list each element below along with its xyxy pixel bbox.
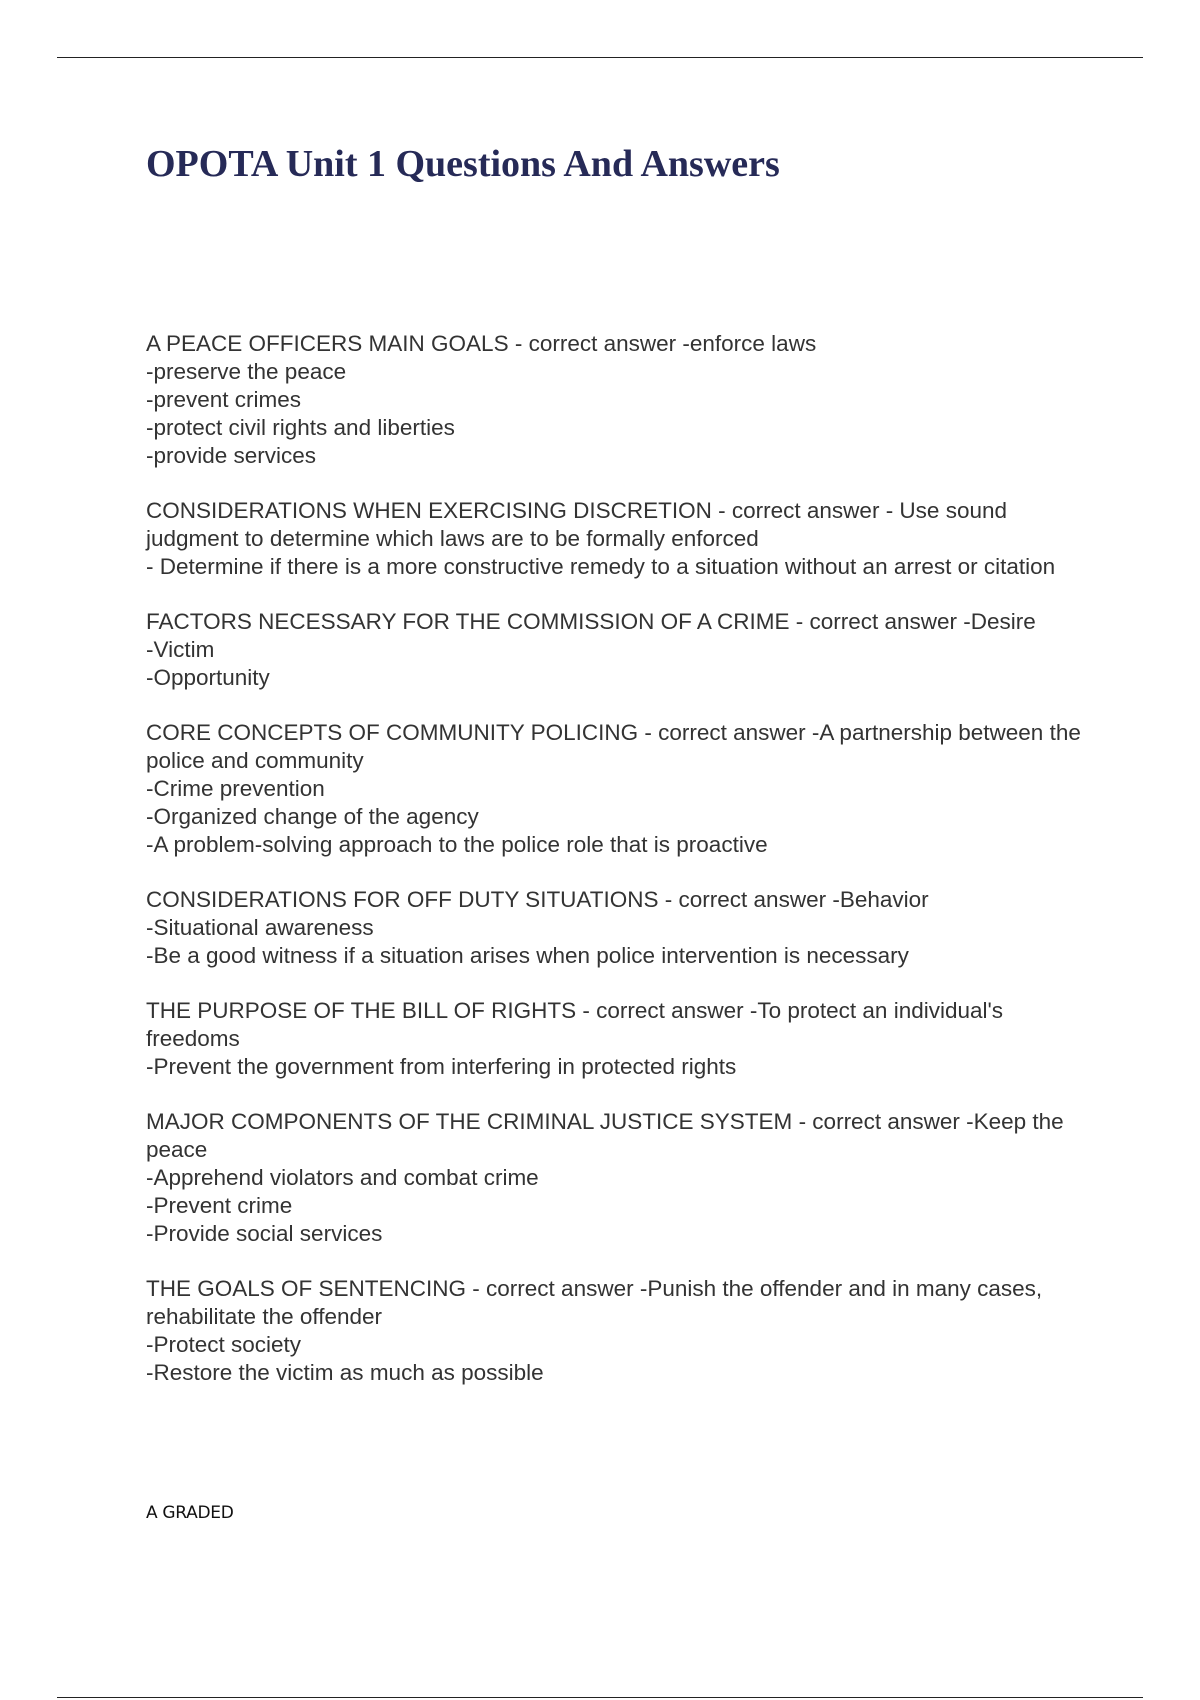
answer-line: -A problem-solving approach to the police role that is proactive	[146, 832, 768, 857]
grade-label: A GRADED	[146, 1503, 234, 1523]
answer-separator: - correct answer	[508, 331, 683, 356]
answer-separator: - correct answer	[466, 1276, 640, 1301]
answer-first-line: -Keep the peace	[146, 1109, 1064, 1162]
answer-first-line: -Desire	[963, 609, 1036, 634]
answer-separator: - correct answer	[711, 498, 886, 523]
question-text: FACTORS NECESSARY FOR THE COMMISSION OF A CRIME	[146, 609, 790, 634]
answer-line: -Be a good witness if a situation arises when police intervention is necessary	[146, 943, 909, 968]
answer-line: -Prevent the government from interfering in protected rights	[146, 1054, 737, 1079]
answer-line: -Crime prevention	[146, 776, 325, 801]
answer-first-line: -A partnership between the police and community	[146, 720, 1081, 773]
answer-line: -Opportunity	[146, 665, 270, 690]
question-text: THE PURPOSE OF THE BILL OF RIGHTS	[146, 998, 577, 1023]
top-rule	[57, 57, 1143, 58]
answer-line: - Determine if there is a more constructive remedy to a situation without an arrest or citation	[146, 554, 1056, 579]
qa-list	[146, 330, 1086, 1414]
answer-separator: - correct answer	[638, 720, 812, 745]
qa-item	[146, 1108, 1086, 1248]
answer-first-line: -To protect an individual's freedoms	[146, 998, 1004, 1051]
question-text: MAJOR COMPONENTS OF THE CRIMINAL JUSTICE SYSTEM	[146, 1109, 793, 1134]
question-text: A PEACE OFFICERS MAIN GOALS	[146, 331, 509, 356]
qa-item	[146, 330, 1086, 470]
answer-line: -Organized change of the agency	[146, 804, 479, 829]
qa-item	[146, 886, 1086, 970]
page-title: OPOTA Unit 1 Questions And Answers	[146, 143, 780, 185]
question-text: CORE CONCEPTS OF COMMUNITY POLICING	[146, 720, 639, 745]
answer-line: -Situational awareness	[146, 915, 374, 940]
answer-separator: - correct answer	[789, 609, 964, 634]
answer-separator: - correct answer	[792, 1109, 967, 1134]
question-text: CONSIDERATIONS FOR OFF DUTY SITUATIONS	[146, 887, 659, 912]
qa-item	[146, 497, 1086, 581]
answer-separator: - correct answer	[576, 998, 750, 1023]
answer-first-line: -enforce laws	[682, 331, 817, 356]
qa-item	[146, 1275, 1086, 1387]
answer-first-line: -Behavior	[832, 887, 929, 912]
answer-line: -Protect society	[146, 1332, 302, 1357]
answer-line: -Prevent crime	[146, 1193, 293, 1218]
answer-line: -Apprehend violators and combat crime	[146, 1165, 539, 1190]
answer-line: -Victim	[146, 637, 215, 662]
answer-first-line: -Punish the offender and in many cases, rehabilitate the offender	[146, 1276, 1043, 1329]
bottom-rule	[57, 1697, 1143, 1698]
answer-separator: - correct answer	[658, 887, 833, 912]
answer-first-line: - Use sound judgment to determine which laws are to be formally enforced	[146, 498, 1007, 551]
qa-item	[146, 997, 1086, 1081]
question-text: CONSIDERATIONS WHEN EXERCISING DISCRETION	[146, 498, 712, 523]
answer-line: -Provide social services	[146, 1221, 383, 1246]
answer-line: -Restore the victim as much as possible	[146, 1360, 544, 1385]
qa-item	[146, 608, 1086, 692]
question-text: THE GOALS OF SENTENCING	[146, 1276, 467, 1301]
answer-line: -protect civil rights and liberties	[146, 415, 455, 440]
qa-item	[146, 719, 1086, 859]
answer-line: -preserve the peace	[146, 359, 347, 384]
answer-line: -provide services	[146, 443, 317, 468]
answer-line: -prevent crimes	[146, 387, 302, 412]
